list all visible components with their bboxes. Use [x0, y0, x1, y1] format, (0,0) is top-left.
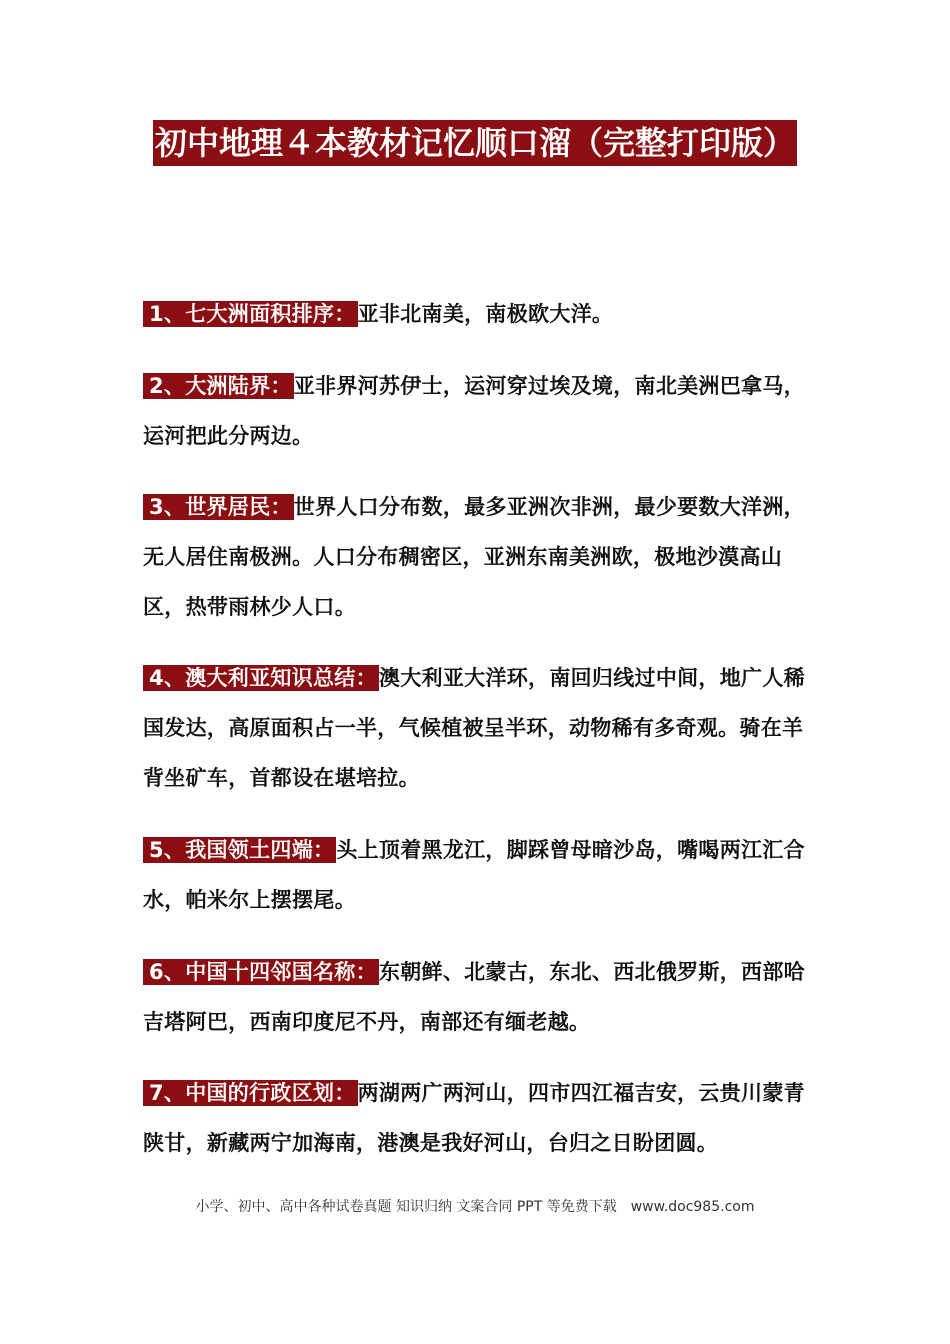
item-text: 两湖两广两河山，四市四江福吉安，云贵川蒙青陕甘，新藏两宁加海南，港澳是我好河山，台归之日盼团圆。 — [143, 1081, 805, 1155]
item-label: 1、七大洲面积排序： — [143, 301, 358, 327]
item-text: 亚非界河苏伊士，运河穿过埃及境，南北美洲巴拿马，运河把此分两边。 — [143, 374, 805, 448]
item-label: 5、我国领土四端： — [143, 837, 336, 863]
item-label: 4、澳大利亚知识总结： — [143, 665, 379, 691]
mnemonic-item-2 — [143, 361, 808, 461]
item-label: 7、中国的行政区划： — [143, 1080, 358, 1106]
item-text: 澳大利亚大洋环，南回归线过中间，地广人稀国发达，高原面积占一半，气候植被呈半环，动物稀有多奇观。骑在羊背坐矿车，首都设在堪培拉。 — [143, 666, 805, 790]
page-footer: 小学、初中、高中各种试卷真题 知识归纳 文案合同 PPT 等免费下载 www.doc985.com — [195, 1199, 755, 1215]
mnemonic-item-5 — [143, 825, 808, 925]
mnemonic-item-1 — [143, 289, 808, 339]
item-text: 亚非北南美，南极欧大洋。 — [357, 302, 614, 326]
mnemonic-item-4 — [143, 653, 808, 803]
item-label: 6、中国十四邻国名称： — [143, 959, 379, 985]
item-text: 东朝鲜、北蒙古，东北、西北俄罗斯，西部哈吉塔阿巴，西南印度尼不丹，南部还有缅老越。 — [143, 960, 805, 1034]
item-label: 3、世界居民： — [143, 494, 294, 520]
document-title: 初中地理４本教材记忆顺口溜（完整打印版） — [153, 120, 797, 166]
item-text: 头上顶着黑龙江，脚踩曾母暗沙岛，嘴喝两江汇合水，帕米尔上摆摆尾。 — [143, 838, 805, 912]
item-label: 2、大洲陆界： — [143, 373, 294, 399]
document-title-block — [150, 118, 800, 174]
mnemonic-item-6 — [143, 947, 808, 1047]
mnemonic-item-7 — [143, 1068, 808, 1168]
item-text: 世界人口分布数，最多亚洲次非洲，最少要数大洋洲，无人居住南极洲。人口分布稠密区，亚洲东南美洲欧，极地沙漠高山区，热带雨林少人口。 — [143, 495, 805, 619]
mnemonic-item-3 — [143, 482, 808, 632]
